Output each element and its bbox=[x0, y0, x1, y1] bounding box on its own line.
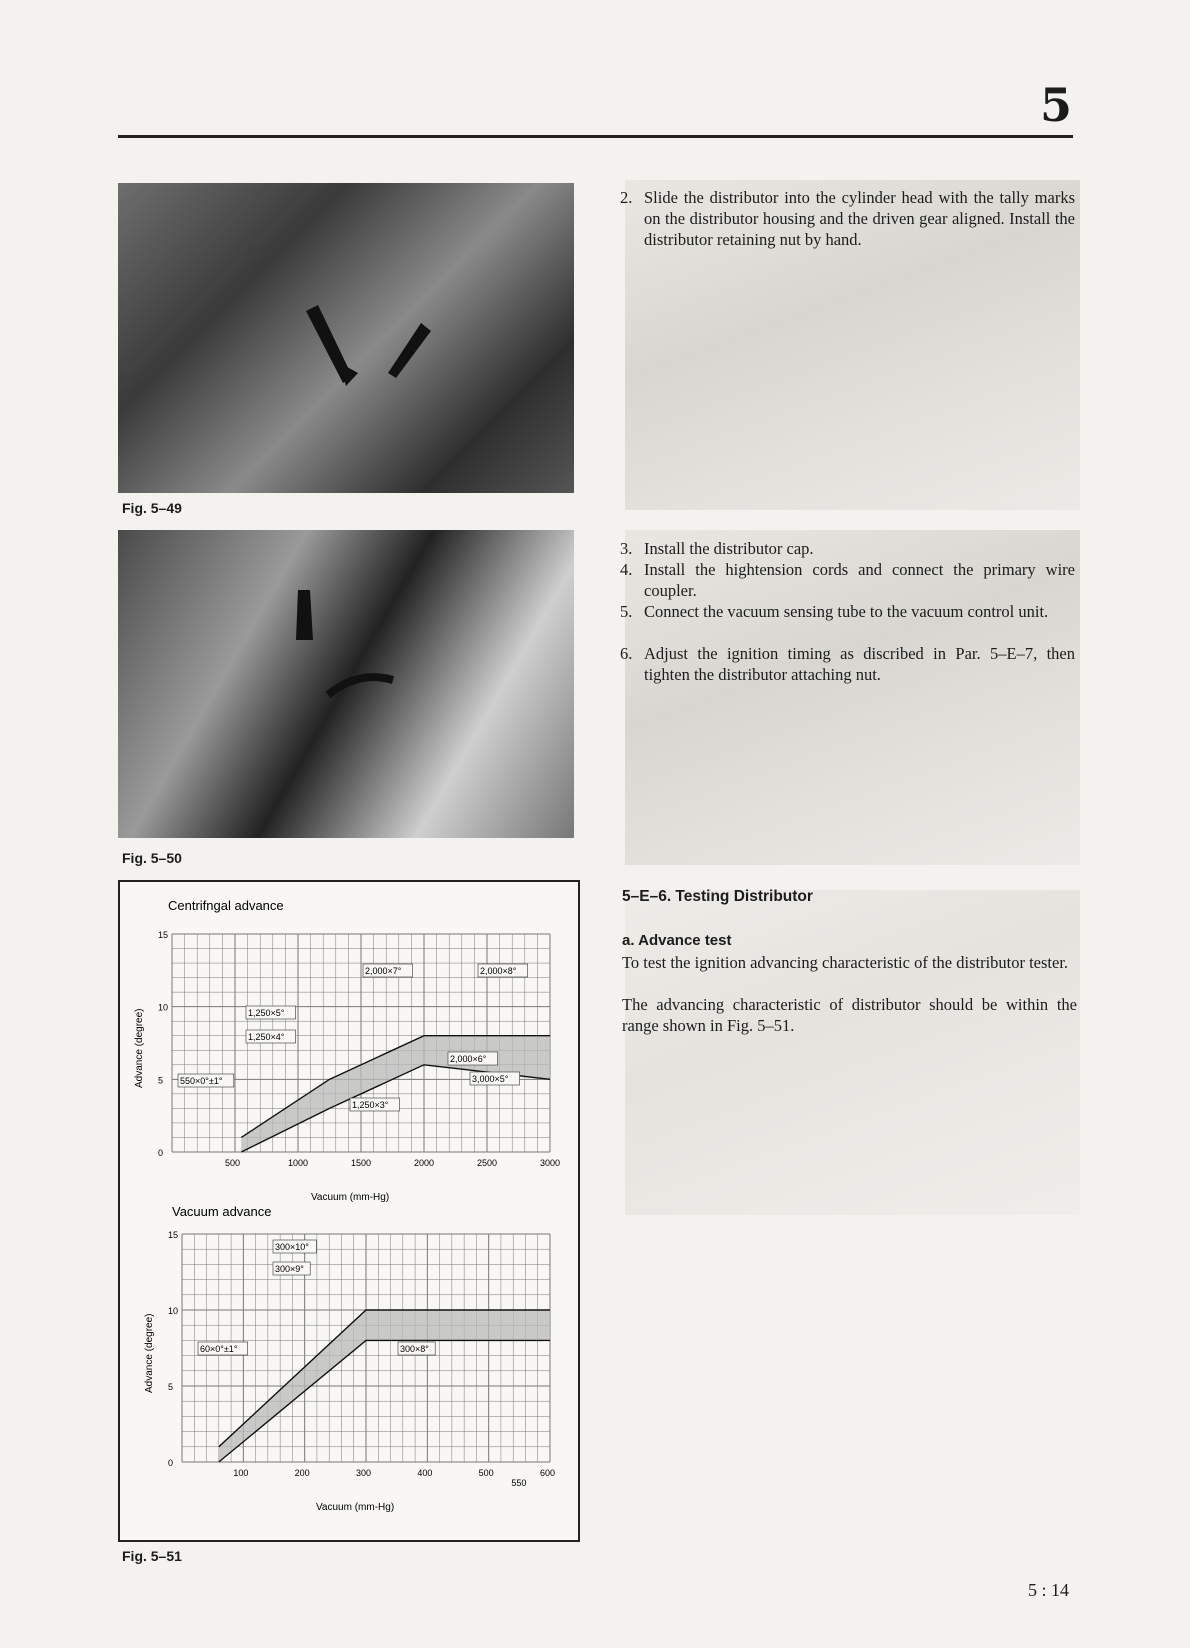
y-tick-label: 15 bbox=[168, 1230, 179, 1240]
annotation-label: 1,250×3° bbox=[352, 1100, 389, 1110]
section-subheading: a. Advance test bbox=[622, 932, 732, 949]
x-tick-label: 1000 bbox=[288, 1158, 309, 1168]
annotation-label: 300×10° bbox=[275, 1242, 309, 1252]
annotation-label: 300×9° bbox=[275, 1264, 304, 1274]
annotation-label: 2,000×6° bbox=[450, 1054, 487, 1064]
y-tick-label: 0 bbox=[158, 1148, 164, 1158]
y-tick-label: 15 bbox=[158, 930, 169, 940]
y-tick-label: 10 bbox=[158, 1002, 169, 1013]
annotation-label: 2,000×8° bbox=[480, 966, 517, 976]
page-number: 5 : 14 bbox=[1028, 1580, 1070, 1600]
annotation-label: 60×0°±1° bbox=[200, 1344, 238, 1354]
photo-distributor-install bbox=[118, 530, 574, 838]
x-tick-label: 100 bbox=[233, 1468, 249, 1478]
x-tick-label: 300 bbox=[356, 1468, 372, 1478]
x-tick-label: 550 bbox=[511, 1478, 527, 1488]
step-6: 6. Adjust the ignition timing as discribed in Par. 5–E–7, then tighten the distributor attaching nut. bbox=[620, 644, 1075, 684]
step-3: 3. Install the distributor cap. bbox=[620, 539, 814, 558]
header-rule bbox=[118, 135, 1073, 138]
step-4: 4. Install the hightension cords and connect the primary wire coupler. bbox=[620, 560, 1075, 600]
annotation-label: 550×0°±1° bbox=[180, 1076, 223, 1086]
chart-title: Vacuum advance bbox=[172, 1204, 272, 1219]
x-tick-label: 1500 bbox=[351, 1158, 372, 1168]
fig50-label: Fig. 5–50 bbox=[122, 850, 182, 866]
annotation-label: 1,250×4° bbox=[248, 1032, 285, 1042]
x-axis-label: Vacuum (mm-Hg) bbox=[316, 1502, 395, 1513]
x-tick-label: 600 bbox=[540, 1468, 556, 1478]
fig49-label: Fig. 5–49 bbox=[122, 500, 182, 516]
y-tick-label: 0 bbox=[168, 1458, 174, 1468]
y-tick-label: 5 bbox=[168, 1382, 174, 1392]
fig51-chart-frame bbox=[118, 880, 580, 1542]
step-5: 5. Connect the vacuum sensing tube to the vacuum control unit. bbox=[620, 602, 1049, 621]
section-paragraph-1: To test the ignition advancing characteristic of the distributor tester. bbox=[622, 953, 1069, 972]
chapter-number: 5 bbox=[1040, 78, 1073, 132]
x-tick-label: 2000 bbox=[414, 1158, 435, 1168]
x-tick-label: 500 bbox=[478, 1468, 494, 1478]
section-paragraph-2: The advancing characteristic of distributor should be within the range shown in Fig. 5–51. bbox=[622, 995, 1077, 1035]
x-axis-label: Vacuum (mm-Hg) bbox=[311, 1192, 390, 1203]
x-tick-label: 2500 bbox=[477, 1158, 498, 1168]
annotation-label: 300×8° bbox=[400, 1344, 429, 1354]
fig51-label: Fig. 5–51 bbox=[122, 1548, 182, 1564]
x-tick-label: 200 bbox=[294, 1468, 310, 1478]
x-tick-label: 400 bbox=[417, 1468, 433, 1478]
advance-charts bbox=[120, 882, 578, 1540]
arrow-icons bbox=[118, 183, 574, 493]
step-2: 2. Slide the distributor into the cylinder head with the tally marks on the distributor housing and the driven gear aligned. Install the distributor retaining nut by hand. bbox=[620, 188, 1075, 249]
arrow-icons-fig50 bbox=[118, 530, 574, 838]
annotation-label: 3,000×5° bbox=[472, 1074, 509, 1084]
y-tick-label: 5 bbox=[158, 1075, 164, 1086]
y-axis-label: Advance (degree) bbox=[134, 1008, 145, 1088]
section-heading: 5–E–6. Testing Distributor bbox=[622, 888, 813, 905]
x-tick-label: 3000 bbox=[540, 1158, 561, 1168]
y-tick-label: 10 bbox=[168, 1306, 179, 1316]
photo-distributor-gear bbox=[118, 183, 574, 493]
chart-title: Centrifngal advance bbox=[168, 898, 284, 913]
annotation-label: 2,000×7° bbox=[365, 966, 402, 976]
y-axis-label: Advance (degree) bbox=[144, 1313, 155, 1393]
annotation-label: 1,250×5° bbox=[248, 1008, 285, 1018]
x-tick-label: 500 bbox=[225, 1158, 241, 1168]
